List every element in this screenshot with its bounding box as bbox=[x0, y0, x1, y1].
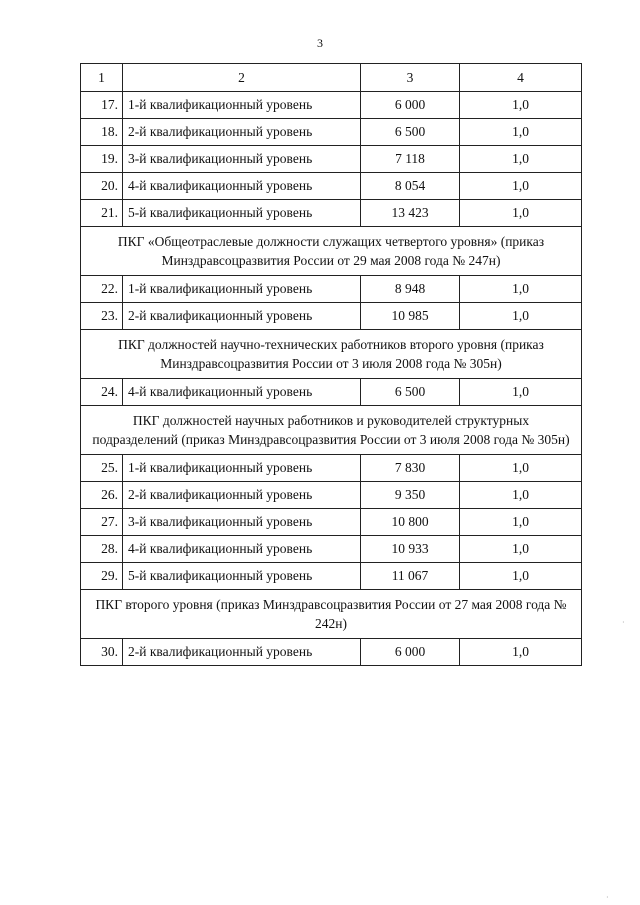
table-row bbox=[81, 173, 582, 200]
table-row bbox=[81, 119, 582, 146]
row-number: 27. bbox=[81, 509, 123, 536]
table-row bbox=[81, 482, 582, 509]
salary-table bbox=[80, 63, 582, 666]
column-header: 4 bbox=[460, 64, 582, 92]
table-row bbox=[81, 563, 582, 590]
coefficient-value: 1,0 bbox=[460, 639, 582, 666]
coefficient-value: 1,0 bbox=[460, 563, 582, 590]
page-number: 3 bbox=[317, 36, 323, 50]
salary-value: 7 118 bbox=[361, 146, 460, 173]
table-row bbox=[81, 379, 582, 406]
coefficient-value: 1,0 bbox=[460, 276, 582, 303]
table-row bbox=[81, 303, 582, 330]
qualification-level: 1-й квалификационный уровень bbox=[123, 455, 361, 482]
row-number: 19. bbox=[81, 146, 123, 173]
salary-value: 6 500 bbox=[361, 119, 460, 146]
row-number: 26. bbox=[81, 482, 123, 509]
coefficient-value: 1,0 bbox=[460, 509, 582, 536]
table-row bbox=[81, 536, 582, 563]
row-number: 24. bbox=[81, 379, 123, 406]
qualification-level: 5-й квалификационный уровень bbox=[123, 563, 361, 590]
coefficient-value: 1,0 bbox=[460, 119, 582, 146]
qualification-level: 5-й квалификационный уровень bbox=[123, 200, 361, 227]
column-header: 2 bbox=[123, 64, 361, 92]
coefficient-value: 1,0 bbox=[460, 536, 582, 563]
section-title: ПКГ должностей научных работников и руководителей структурных подразделений (приказ Минздравсоцразвития России от 3 июля 2008 года № 305н) bbox=[81, 406, 582, 455]
qualification-level: 2-й квалификационный уровень bbox=[123, 303, 361, 330]
coefficient-value: 1,0 bbox=[460, 303, 582, 330]
coefficient-value: 1,0 bbox=[460, 200, 582, 227]
salary-value: 10 800 bbox=[361, 509, 460, 536]
qualification-level: 1-й квалификационный уровень bbox=[123, 92, 361, 119]
row-number: 18. bbox=[81, 119, 123, 146]
salary-value: 11 067 bbox=[361, 563, 460, 590]
row-number: 29. bbox=[81, 563, 123, 590]
salary-value: 8 054 bbox=[361, 173, 460, 200]
section-title: ПКГ «Общеотраслевые должности служащих четвертого уровня» (приказ Минздравсоцразвития России от 29 мая 2008 года № 247н) bbox=[81, 227, 582, 276]
row-number: 22. bbox=[81, 276, 123, 303]
column-header: 3 bbox=[361, 64, 460, 92]
row-number: 25. bbox=[81, 455, 123, 482]
qualification-level: 3-й квалификационный уровень bbox=[123, 146, 361, 173]
row-number: 28. bbox=[81, 536, 123, 563]
table-row bbox=[81, 92, 582, 119]
table-row bbox=[81, 276, 582, 303]
column-header: 1 bbox=[81, 64, 123, 92]
row-number: 23. bbox=[81, 303, 123, 330]
salary-value: 13 423 bbox=[361, 200, 460, 227]
coefficient-value: 1,0 bbox=[460, 92, 582, 119]
salary-value: 6 000 bbox=[361, 639, 460, 666]
table-row bbox=[81, 639, 582, 666]
salary-value: 8 948 bbox=[361, 276, 460, 303]
salary-value: 6 500 bbox=[361, 379, 460, 406]
coefficient-value: 1,0 bbox=[460, 379, 582, 406]
table-row bbox=[81, 455, 582, 482]
row-number: 20. bbox=[81, 173, 123, 200]
qualification-level: 3-й квалификационный уровень bbox=[123, 509, 361, 536]
section-title: ПКГ второго уровня (приказ Минздравсоцразвития России от 27 мая 2008 года № 242н) bbox=[81, 590, 582, 639]
scan-speck: · bbox=[606, 893, 609, 902]
salary-value: 10 985 bbox=[361, 303, 460, 330]
table-row bbox=[81, 146, 582, 173]
coefficient-value: 1,0 bbox=[460, 173, 582, 200]
section-header-row bbox=[81, 227, 582, 276]
salary-value: 9 350 bbox=[361, 482, 460, 509]
qualification-level: 2-й квалификационный уровень bbox=[123, 482, 361, 509]
table-header-row bbox=[81, 64, 582, 92]
scan-speck: · bbox=[622, 618, 625, 627]
qualification-level: 2-й квалификационный уровень bbox=[123, 119, 361, 146]
salary-value: 7 830 bbox=[361, 455, 460, 482]
qualification-level: 2-й квалификационный уровень bbox=[123, 639, 361, 666]
section-header-row bbox=[81, 590, 582, 639]
qualification-level: 4-й квалификационный уровень bbox=[123, 379, 361, 406]
row-number: 21. bbox=[81, 200, 123, 227]
salary-value: 6 000 bbox=[361, 92, 460, 119]
qualification-level: 4-й квалификационный уровень bbox=[123, 173, 361, 200]
section-header-row bbox=[81, 330, 582, 379]
qualification-level: 1-й квалификационный уровень bbox=[123, 276, 361, 303]
row-number: 30. bbox=[81, 639, 123, 666]
coefficient-value: 1,0 bbox=[460, 455, 582, 482]
table-row bbox=[81, 200, 582, 227]
row-number: 17. bbox=[81, 92, 123, 119]
salary-value: 10 933 bbox=[361, 536, 460, 563]
coefficient-value: 1,0 bbox=[460, 146, 582, 173]
section-title: ПКГ должностей научно-технических работников второго уровня (приказ Минздравсоцразвития России от 3 июля 2008 года № 305н) bbox=[81, 330, 582, 379]
section-header-row bbox=[81, 406, 582, 455]
table-row bbox=[81, 509, 582, 536]
qualification-level: 4-й квалификационный уровень bbox=[123, 536, 361, 563]
coefficient-value: 1,0 bbox=[460, 482, 582, 509]
